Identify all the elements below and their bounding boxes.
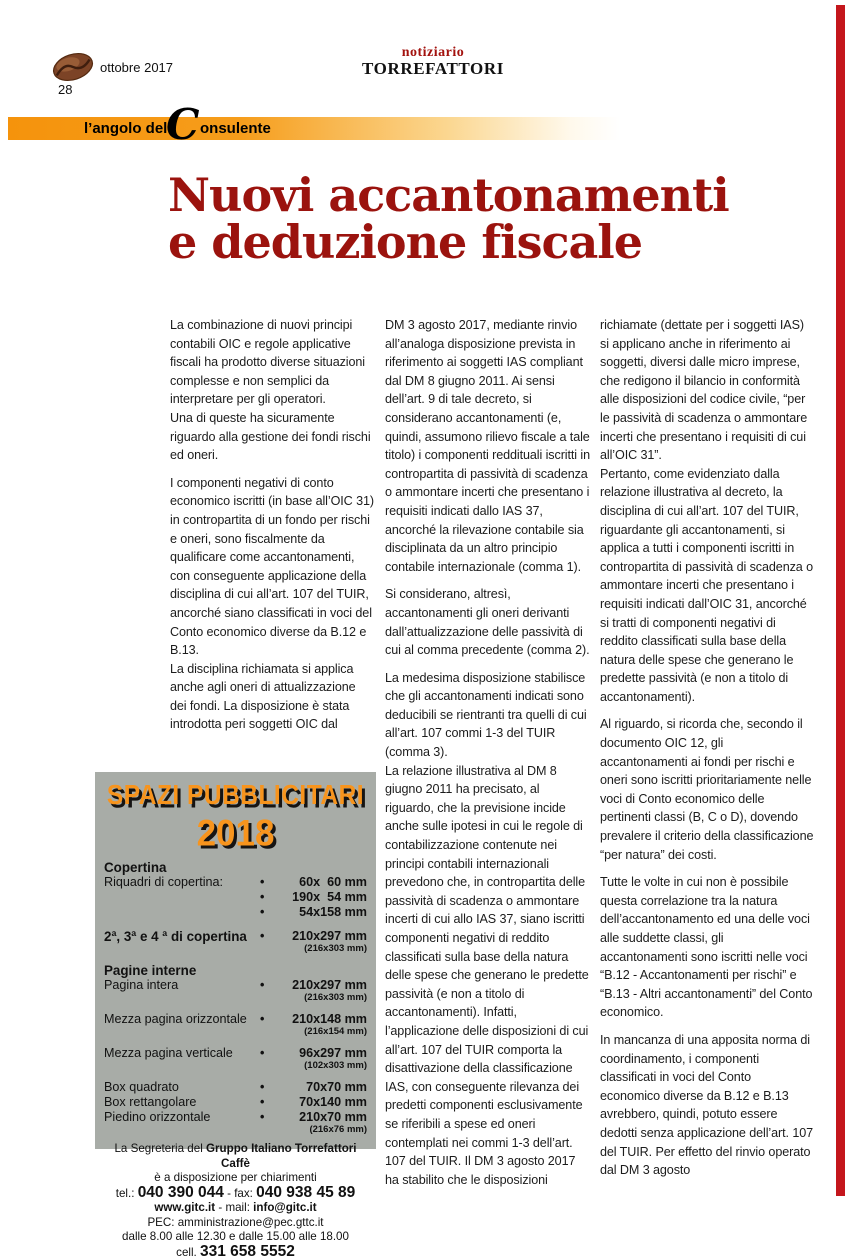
ad-price-label: Copertina [104, 860, 260, 875]
bullet-icon: • [260, 890, 273, 905]
ad-price-label: Box quadrato [104, 1080, 260, 1095]
article-column-3 [600, 316, 814, 1180]
ad-price-row [104, 875, 367, 920]
ad-price-values [260, 978, 367, 1003]
ad-contact-line: www.gitc.it - mail: info@gitc.it [104, 1201, 367, 1216]
bullet-icon: • [260, 978, 273, 993]
bullet-icon: • [260, 929, 273, 944]
article-paragraph: Al riguardo, si ricorda che, secondo il documento OIC 12, gli accantonamenti ai fondi per rischi e oneri sono iscritti prioritariamente nelle voci di Conto economico delle pertinenti classi (B, C o D), dovendo prevalere il criterio della classificazione “per natura” dei costi. [600, 715, 814, 864]
coffee-bean-icon [50, 50, 96, 89]
ad-price-value: • 96x297 mm [260, 1046, 367, 1061]
ad-price-value-trim: (216x303 mm) [260, 944, 367, 954]
ad-contact-line: La Segreteria del Gruppo Italiano Torrefattori Caffè [104, 1142, 367, 1171]
ad-rates-box [95, 772, 376, 1149]
ad-price-label: Pagina intera [104, 978, 260, 993]
ad-price-label: Mezza pagina verticale [104, 1046, 260, 1061]
ad-price-values [260, 1095, 367, 1110]
bullet-icon: • [260, 1110, 273, 1125]
article-title-line2: e deduzione fiscale [168, 219, 828, 266]
bullet-icon: • [260, 1080, 273, 1095]
bullet-icon: • [260, 1046, 273, 1061]
article-column-1 [170, 316, 375, 734]
ad-contact-line: dalle 8.00 alle 12.30 e dalle 15.00 alle 18.00 [104, 1230, 367, 1245]
masthead [348, 46, 518, 77]
article-paragraph: DM 3 agosto 2017, mediante rinvio all’analoga disposizione prevista in riferimento ai soggetti IAS compliant dal DM 8 giugno 2011. Ai sensi dell’art. 9 di tale decreto, si considerano accantonamenti (e, quindi, assumono rilievo fiscale a tale titolo) i componenti reddituali iscritti in contropartita di passività di scadenza o ammontare incerti che presentano i requisiti indicati dallo IAS 37, ancorché la rilevazione contabile sia disciplinata da un altro principio contabile internazionale (comma 1). [385, 316, 590, 576]
article-paragraph: Tutte le volte in cui non è possibile questa correlazione tra la natura dell’accantonamento ed una delle voci alle suddette classi, gli accantonamenti sono iscritti nelle voci “B.12 - Accantonamenti per rischi” e “B.13 - Altri accantonamenti” del Conto economico. [600, 873, 814, 1022]
ad-price-values [260, 1012, 367, 1037]
section-banner-label: l’angolo del [84, 120, 167, 137]
article-paragraph: La disciplina richiamata si applica anche agli oneri di attualizzazione dei fondi. La disposizione è stata introdotta peri soggetti OIC dal [170, 660, 375, 734]
article-title-line1: Nuovi accantonamenti [168, 172, 828, 219]
article-paragraph: La relazione illustrativa al DM 8 giugno 2011 ha precisato, al riguardo, che la previsione incide anche sulle ipotesi in cui le regole di contabilizzazione contenute nei principi contabili internazionali prevedono che, in contropartita delle passività di scadenza o ammontare incerti di cui allo IAS 37, siano iscritti componenti negativi di reddito classificati sulla base della natura delle spese che generano le predette passività (e non a titolo di accantonamenti). Infatti, l’applicazione delle disposizioni di cui all’art. 107 del TUIR comporta la disattivazione della classificazione IAS, con conseguente rilevanza dei predetti componenti esclusivamente se riferibili a spese ed oneri contemplati nei commi 1-3 dell’art. 107 del TUIR. Il DM 3 agosto 2017 ha stabilito che le disposizioni [385, 762, 590, 1190]
ad-box-year: 2018 [104, 815, 367, 853]
article-paragraph: La medesima disposizione stabilisce che gli accantonamenti indicati sono deducibili se rientranti tra quelli di cui all’art. 107 commi 1-3 del TUIR (comma 3). [385, 669, 590, 762]
article-paragraph: La combinazione di nuovi principi contabili OIC e regole applicative fiscali ha prodotto diverse situazioni complesse e non semplici da interpretare per gli operatori. [170, 316, 375, 409]
ad-price-row [104, 1046, 367, 1071]
page-edge-strip [836, 5, 845, 1196]
ad-price-label: Pagine interne [104, 963, 260, 978]
ad-price-label: Riquadri di copertina: [104, 875, 260, 890]
ad-price-value-trim: (102x303 mm) [260, 1061, 367, 1071]
page-number: 28 [58, 82, 72, 97]
ad-price-value: • 70x140 mm [260, 1095, 367, 1110]
bullet-icon: • [260, 1095, 273, 1110]
ad-price-label: Mezza pagina orizzontale [104, 1012, 260, 1027]
article-paragraph: richiamate (dettate per i soggetti IAS) si applicano anche in riferimento ai soggetti, diversi dalle micro imprese, che redigono il bilancio in conformità alle disposizioni del codice civile, “per le passività di scadenza o ammontare incerti che presentano i requisiti di cui all’OIC 31”. [600, 316, 814, 465]
ad-price-label: Box rettangolare [104, 1095, 260, 1110]
ad-price-values [260, 875, 367, 920]
section-banner-label-rest: onsulente [200, 120, 271, 137]
ad-price-list [104, 860, 367, 1135]
ad-price-row [104, 1080, 367, 1095]
ad-price-row [104, 1095, 367, 1110]
ad-contact-line: è a disposizione per chiarimenti [104, 1171, 367, 1186]
masthead-notiziario: notiziario [348, 46, 518, 60]
ad-contact-line: PEC: amministrazione@pec.gttc.it [104, 1216, 367, 1231]
article-paragraph: In mancanza di una apposita norma di coordinamento, i componenti classificati in voci del Conto economico diverse da B.12 e B.13 avrebbero, quindi, potuto essere dedotti senza applicazione dell’art. 107 del TUIR. Per effetto del rinvio operato dal DM 3 agosto [600, 1031, 814, 1180]
article-column-2 [385, 316, 590, 1189]
ad-price-value: • 190x 54 mm [260, 890, 367, 905]
bullet-icon: • [260, 905, 273, 920]
ad-price-row [104, 860, 367, 875]
article-paragraph: Si considerano, altresì, accantonamenti gli oneri derivanti dall’attualizzazione delle passività di cui al comma precedente (comma 2). [385, 585, 590, 659]
section-initial-letter: C [166, 104, 199, 146]
ad-price-label: 2ª, 3ª e 4 ª di copertina [104, 929, 260, 944]
ad-price-value: • 210x148 mm [260, 1012, 367, 1027]
ad-price-row [104, 978, 367, 1003]
ad-price-row [104, 963, 367, 978]
ad-price-values [260, 1110, 367, 1135]
ad-price-value: • 210x297 mm [260, 978, 367, 993]
ad-price-value: • 210x297 mm [260, 929, 367, 944]
bullet-icon: • [260, 1012, 273, 1027]
ad-contact-line: tel.: 040 390 044 - fax: 040 938 45 89 [104, 1186, 367, 1202]
ad-price-label: Piedino orizzontale [104, 1110, 260, 1125]
article-paragraph: I componenti negativi di conto economico iscritti (in base all’OIC 31) in contropartita di un fondo per rischi e oneri, sono fiscalmente da qualificare come accantonamenti, con conseguente applicazione della disciplina di cui all’art. 107 del TUIR, ancorché siano classificati in voci del Conto economico diverse da B.12 e B.13. [170, 474, 375, 660]
article-paragraph: Pertanto, come evidenziato dalla relazione illustrativa al decreto, la disciplina di cui all’art. 107 del TUIR, riguardante gli accantonamenti, si applica a tutti i componenti iscritti in contropartita di passività di scadenza o ammontare incerti che presentano i requisiti indicati dall’OIC 31, ancorché si tratti di componenti negativi di reddito classificati sulla base della natura delle spese che generano le predette passività (e non a titolo di accantonamenti). [600, 465, 814, 707]
ad-price-value-trim: (216x76 mm) [260, 1125, 367, 1135]
bullet-icon: • [260, 875, 273, 890]
ad-contact-line: cell. 331 658 5552 [104, 1245, 367, 1260]
article-title [168, 172, 828, 266]
ad-price-row [104, 1110, 367, 1135]
ad-price-value-trim: (216x154 mm) [260, 1027, 367, 1037]
ad-price-row [104, 1012, 367, 1037]
ad-price-values [260, 1080, 367, 1095]
ad-price-row [104, 929, 367, 954]
ad-contact [104, 1142, 367, 1260]
ad-price-values [260, 929, 367, 954]
ad-price-value: • 54x158 mm [260, 905, 367, 920]
ad-price-values [260, 1046, 367, 1071]
ad-price-value: • 210x70 mm [260, 1110, 367, 1125]
ad-price-value-trim: (216x303 mm) [260, 993, 367, 1003]
issue-date: ottobre 2017 [100, 60, 173, 75]
ad-price-value: • 60x 60 mm [260, 875, 367, 890]
ad-price-value: • 70x70 mm [260, 1080, 367, 1095]
ad-box-title: SPAZI PUBBLICITARI [104, 780, 367, 812]
article-paragraph: Una di queste ha sicuramente riguardo alla gestione dei fondi rischi ed oneri. [170, 409, 375, 465]
masthead-torrefattori: TORREFATTORI [348, 60, 518, 77]
